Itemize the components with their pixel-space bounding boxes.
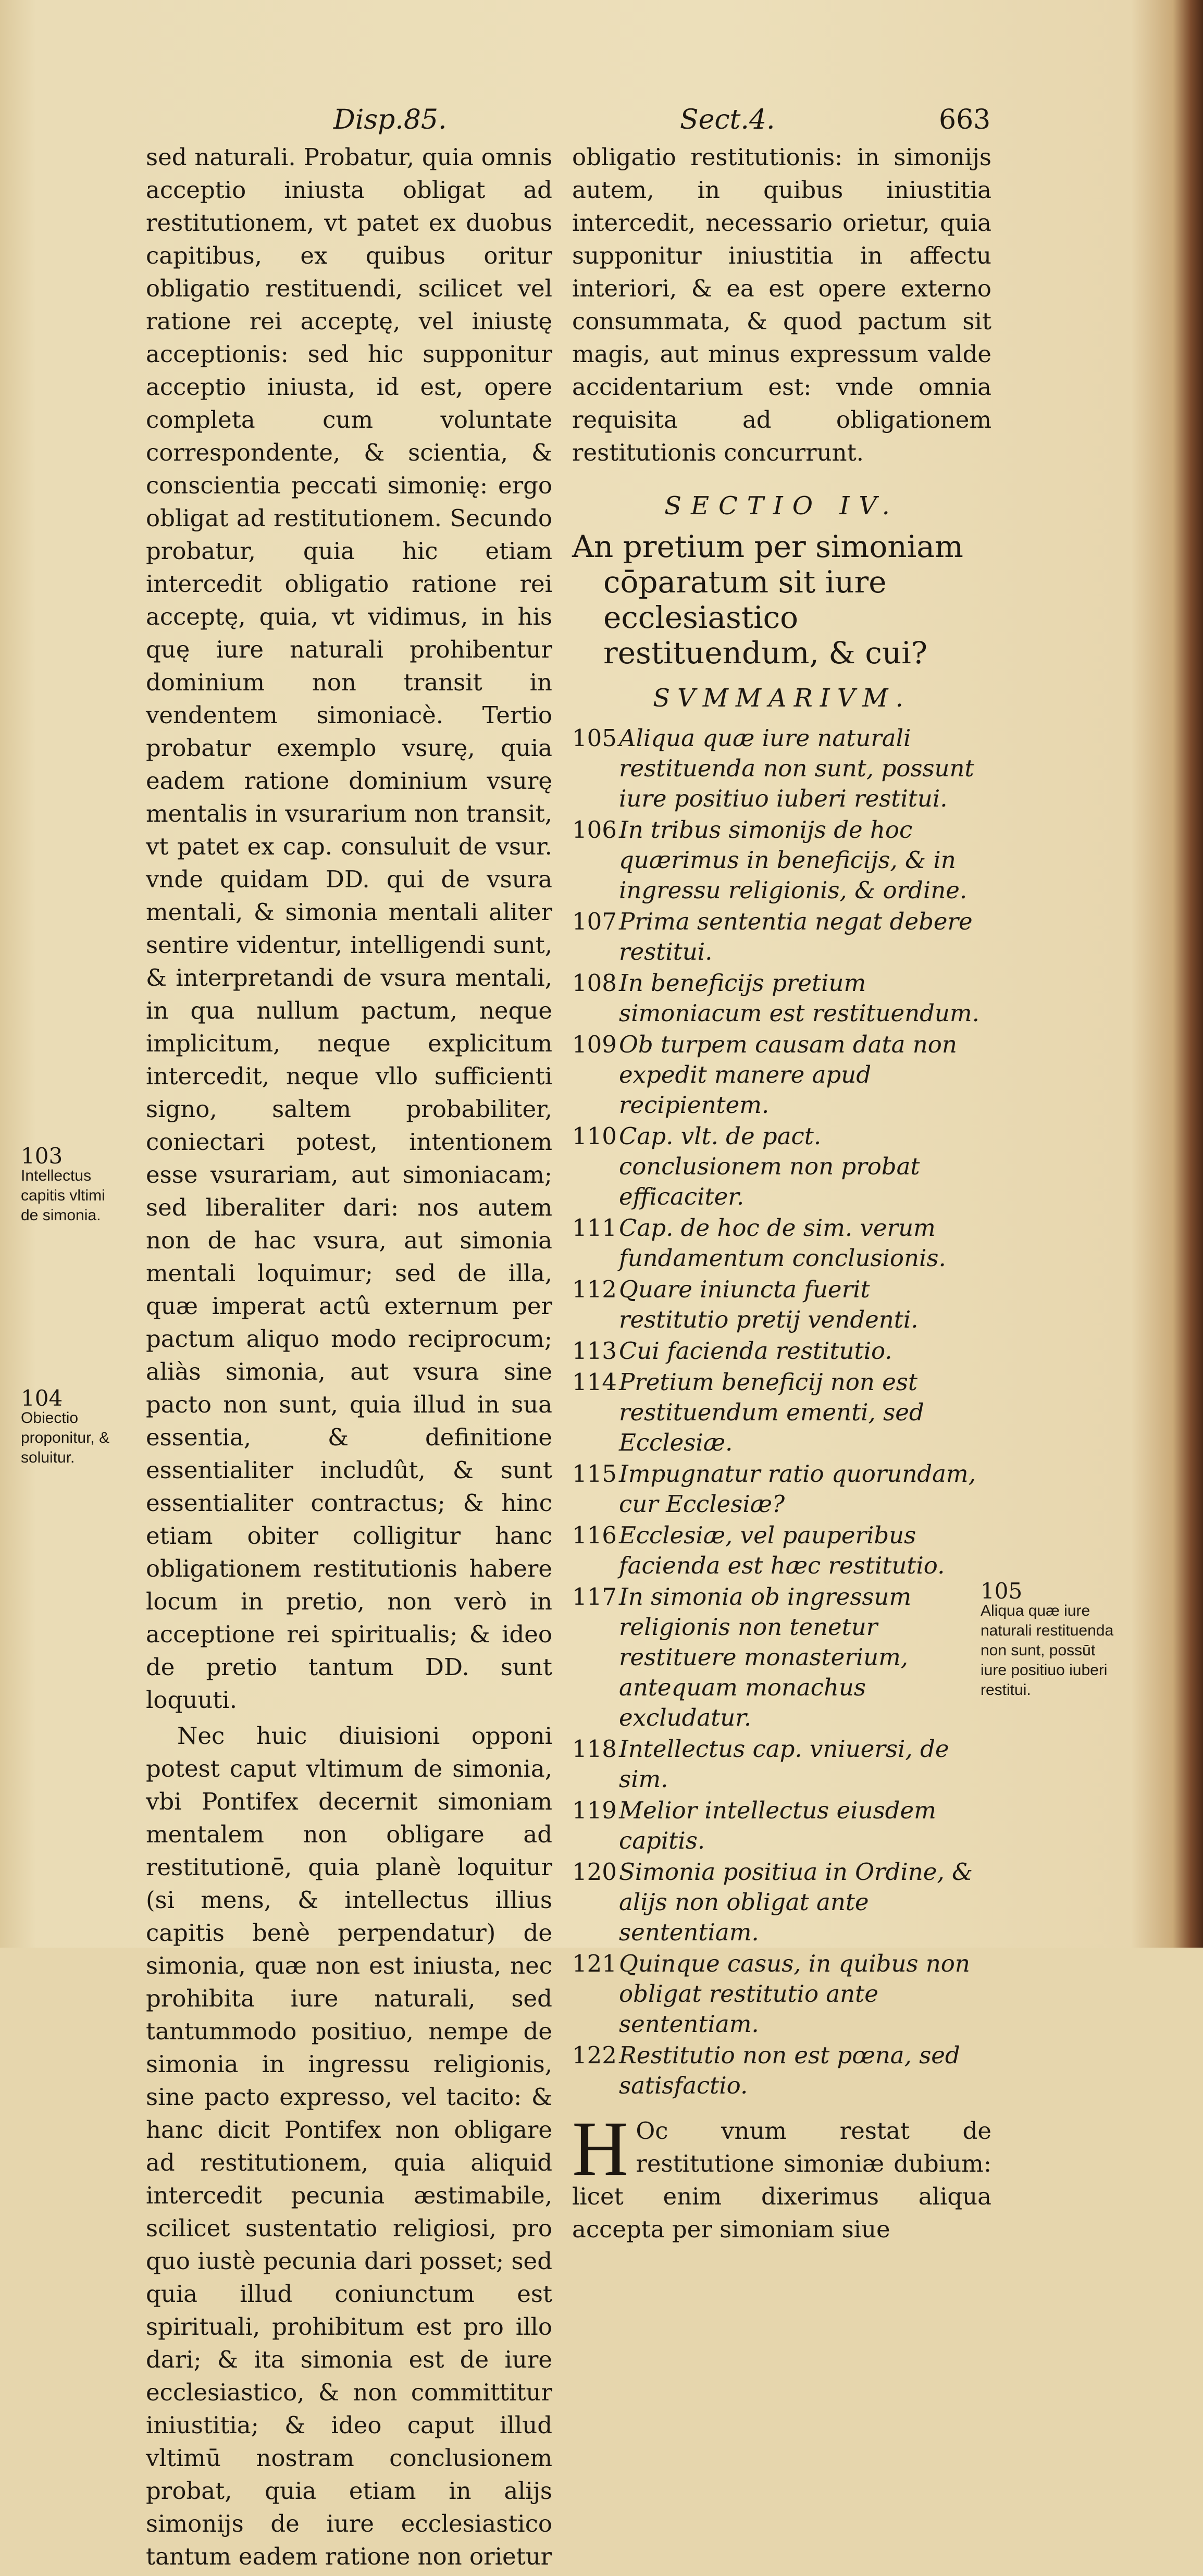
summary-text: In simonia ob ingressum religionis non tenetur restituere monasterium, antequam monachus excludatur. [619,1583,912,1731]
summary-number: 106 [572,816,617,844]
summary-text: Quare iniuncta fuerit restitutio pretij vendenti. [619,1275,919,1333]
summary-item [572,1030,991,1120]
summary-text: Cap. vlt. de pact. conclusionem non probat efficaciter. [619,1122,920,1210]
section-title: An pretium per simoniam cōparatum sit iure ecclesiastico restituendum, & cui? [572,529,963,671]
summary-item [572,1582,991,1733]
summary-number: 108 [572,969,617,997]
summary-item [572,1336,991,1366]
paragraph: Nec huic diuisioni opponi potest caput vltimum de simonia, vbi Pontifex decernit simoniam mentalem non obligare ad restitutionē, quia planè loquitur (si mens, & intellectus illius capitis benè perpendatur) de simonia, quæ non est iniusta, nec prohibita iure naturali, sed tantummodo positiuo, nempe de simonia in ingressu religionis, sine pacto expresso, vel tacito: & hanc dicit Pontifex non obligare ad restitutionem, quia aliquid intercedit pecunia æstimabile, scilicet sustentatio religiosi, pro quo iustè pecunia dari posset; sed quia illud coniunctum est spirituali, prohibitum est pro illo dari; & ita simonia est de iure ecclesiastico, & non committitur iniustitia; & ideo caput illud vltimū nostram conclusionem probat, quia etiam in alijs simonijs de iure ecclesiastico tantum eadem ratione non orietur [146,1722,552,2570]
summary-text: Melior intellectus eiusdem capitis. [619,1797,936,1854]
summary-item [572,1367,991,1458]
right-column [572,141,991,2249]
opening-paragraph [572,2106,991,2246]
summary-text: Quinque casus, in quibus non obligat restitutio ante sententiam. [619,1950,970,2038]
summary-item [572,1734,991,1794]
margin-note-number: 105 [981,1578,1023,1604]
summary-text: Aliqua quæ iure naturali restituenda non sunt, possunt iure positiuo iuberi restitui. [619,724,974,812]
summary-number: 111 [572,1214,617,1242]
summary-number: 110 [572,1122,617,1150]
margin-note-text: Aliqua quæ iure naturali restituenda non sunt, possūt iure positiuo iuberi restitui. [981,1602,1114,1699]
summary-item [572,1213,991,1273]
summary-text: Intellectus cap. vniuersi, de sim. [619,1735,949,1793]
summary-text: Cap. de hoc de sim. verum fundamentum conclusionis. [619,1214,946,1272]
page-number: 663 [939,104,991,135]
summary-item [572,1520,991,1581]
margin-note-number: 104 [21,1385,63,1411]
summary-item [572,815,991,906]
left-column [146,141,552,2576]
summary-text: Ecclesiæ, vel pauperibus facienda est hæc restitutio. [619,1521,945,1579]
drop-cap: H [572,2106,629,2192]
margin-note-number: 103 [21,1143,63,1169]
summary-number: 121 [572,1950,617,1977]
summary-text: Restitutio non est pœna, sed satisfactio. [619,2041,960,2099]
summary-item [572,1857,991,1948]
margin-note-text: Obiectio proponitur, & soluitur. [21,1409,110,1466]
summary-number: 116 [572,1521,617,1549]
summary-item [572,1121,991,1212]
summary-item [572,1949,991,2039]
summary-text: Ob turpem causam data non expedit manere apud recipientem. [619,1031,957,1119]
summary-number: 114 [572,1368,617,1396]
summary-number: 115 [572,1460,617,1488]
summary-item [572,723,991,814]
summary-number: 122 [572,2041,617,2069]
summary-label: SVMMARIVM. [653,684,911,713]
summary-text: Impugnatur ratio quorundam, cur Ecclesiæ? [619,1460,976,1518]
paragraph-continued: obligatio restitutionis: in simonijs autem, in quibus iniustitia intercedit, necessario orietur, quia supponitur iniustitia in affectu interiori, & ea est opere externo consummata, & quod pactum sit magis, aut minus expressum valde accidentarium est: vnde omnia requisita ad obligationem restitutionis concurrunt. [572,143,991,466]
summary-number: 118 [572,1735,617,1763]
margin-note-105 [981,1578,1121,1700]
summary-number: 120 [572,1858,617,1886]
summary-number: 113 [572,1337,617,1365]
summary-number: 105 [572,724,617,752]
summary-text: In tribus simonijs de hoc quærimus in beneficijs, & in ingressu religionis, & ordine. [619,816,968,904]
summary-number: 109 [572,1031,617,1058]
summary-item [572,907,991,967]
summary-number: 119 [572,1797,617,1824]
summary-number: 107 [572,908,617,935]
margin-note-103 [21,1143,120,1225]
paragraph-text: Oc vnum restat de restitutione simoniæ dubium: licet enim dixerimus aliqua accepta per simoniam siue [572,2117,991,2243]
summary-number: 112 [572,1275,617,1303]
summary-text: Cui facienda restitutio. [619,1337,892,1365]
margin-note-104 [21,1385,120,1468]
summary-text: In beneficijs pretium simoniacum est restituendum. [619,969,979,1027]
margin-note-text: Intellectus capitis vltimi de simonia. [21,1167,105,1224]
summary-list [572,723,991,2101]
paragraph: sed naturali. Probatur, quia omnis acceptio iniusta obligat ad restitutionem, vt patet ex duobus capitibus, ex quibus oritur obligatio restituendi, scilicet vel ratione rei acceptę, vel iniustę acceptionis: sed hic supponitur acceptio iniusta, id est, opere completa cum voluntate correspondente, & scientia, & conscientia peccati simonię: ergo obligat ad restitutionem. Secundo probatur, quia hic etiam intercedit obligatio ratione rei acceptę, quia, vt vidimus, in his quę iure naturali prohibentur dominium non transit in vendentem simoniacè. Tertio probatur exemplo vsurę, quia eadem ratione dominium vsurę mentalis in vsurarium non transit, vt patet ex cap. consuluit de vsur. vnde quidam DD. qui de vsura mentali, & simonia mentali aliter sentire videntur, intelligendi sunt, & interpretandi de vsura mentali, in qua nullum pactum, neque implicitum, neque explicitum intercedit, neque vllo sufficienti signo, saltem probabiliter, coniectari potest, intentionem esse vsurariam, aut simoniacam; sed liberaliter dari: nos autem non de hac vsura, aut simonia mentali loquimur; sed de illa, quæ imperat actû externum per pactum aliquo modo reciprocum; aliàs simonia, aut vsura sine pacto non sunt, quia illud in sua essentia, & definitione essentialiter includût, & sunt essentialiter contractus; & hinc etiam obiter colligitur hanc obligationem restitutionis habere locum in pretio, non verò in acceptione rei spiritualis; & ideo de pretio tantum DD. sunt loquuti. [146,143,552,1714]
summary-item [572,2040,991,2101]
summary-item [572,1459,991,1519]
running-head-disputation: Disp.85. [333,104,447,135]
summary-item [572,1274,991,1335]
summary-text: Pretium beneficij non est restituendum ementi, sed Ecclesiæ. [619,1368,924,1456]
running-head-section: Sect.4. [680,104,775,135]
summary-text: Simonia positiua in Ordine, & alijs non obligat ante sententiam. [619,1858,973,1946]
section-label: SECTIO IV. [664,491,899,521]
summary-text: Prima sententia negat debere restitui. [619,908,973,965]
summary-item [572,1795,991,1856]
summary-item [572,968,991,1029]
summary-number: 117 [572,1583,617,1611]
